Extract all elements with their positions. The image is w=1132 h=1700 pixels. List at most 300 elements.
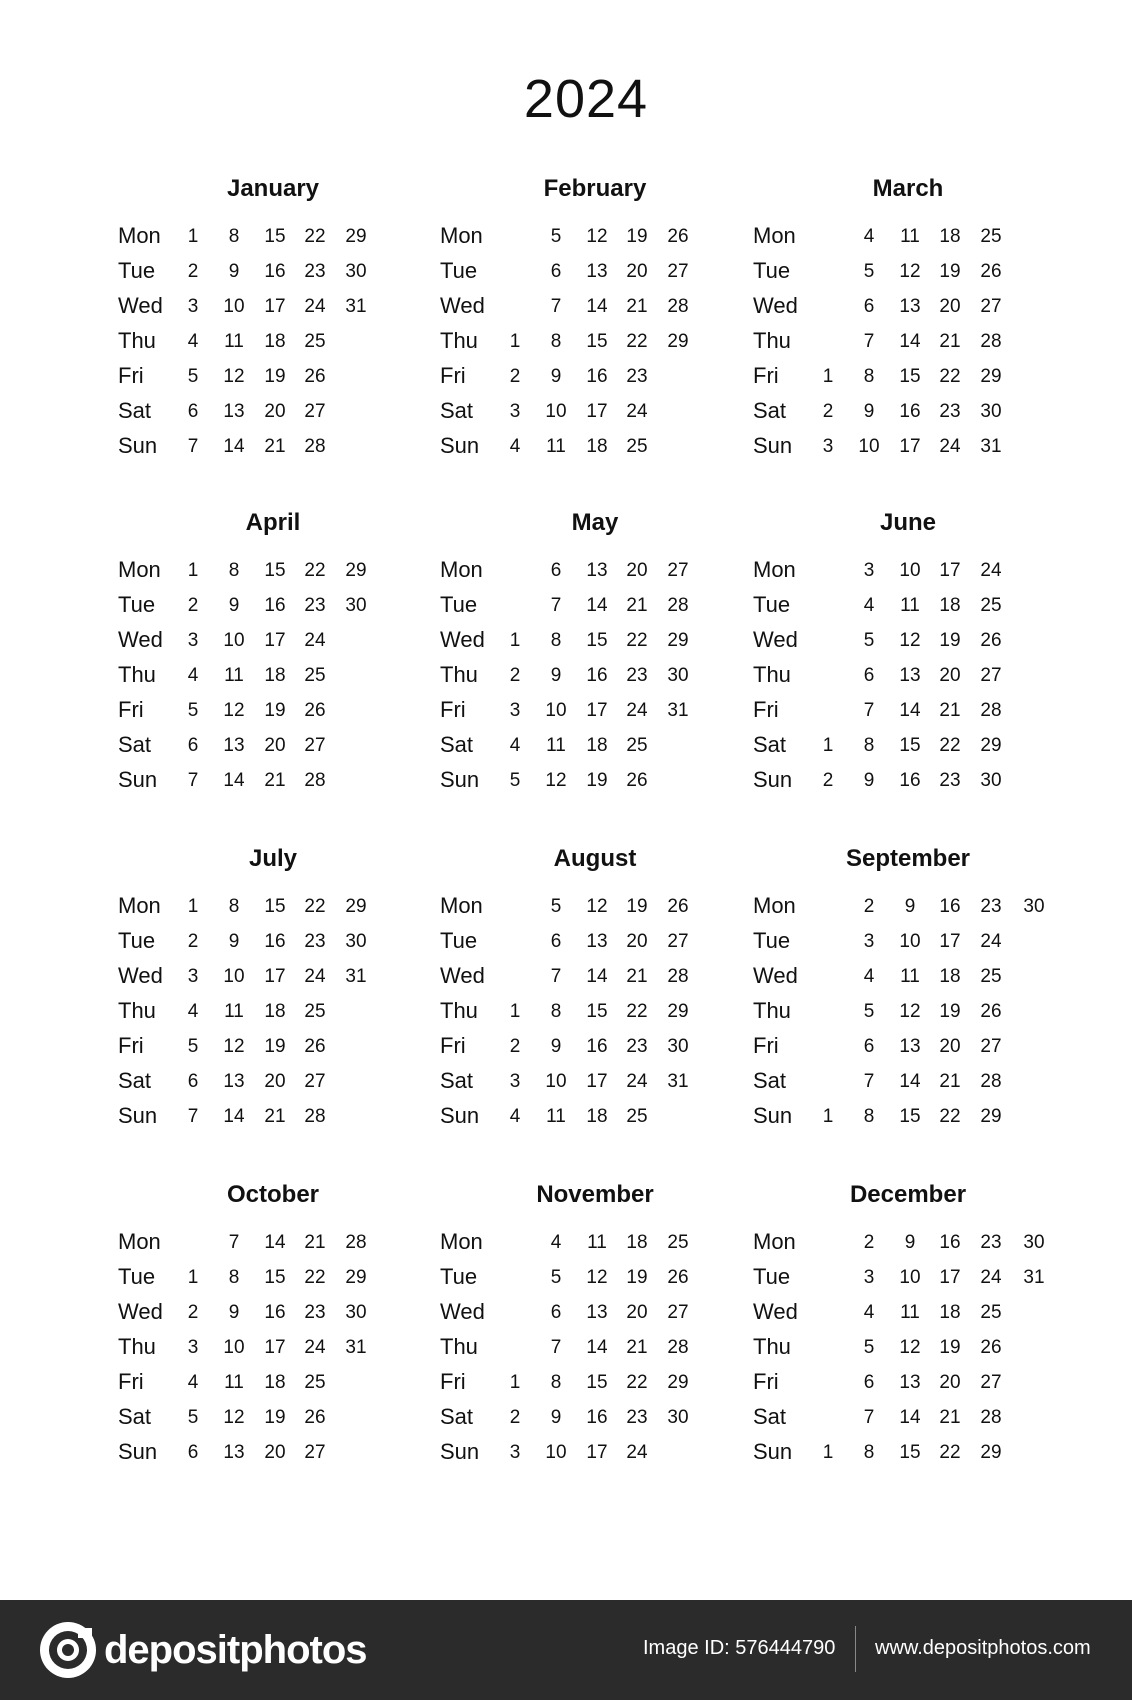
day-number: 8 xyxy=(550,630,562,651)
day-number: 17 xyxy=(264,1337,286,1358)
day-number: 11 xyxy=(587,1232,607,1253)
month-name: January xyxy=(226,175,320,202)
day-number: 30 xyxy=(345,595,367,616)
day-number: 31 xyxy=(345,966,367,987)
day-number: 5 xyxy=(863,630,875,651)
month-september xyxy=(753,845,1073,1145)
day-number: 3 xyxy=(187,296,199,317)
weekday-label: Sat xyxy=(118,1404,152,1429)
weekday-label: Sun xyxy=(440,1103,480,1128)
day-number: 21 xyxy=(264,770,286,791)
day-number: 13 xyxy=(223,1442,245,1463)
day-number: 12 xyxy=(899,630,921,651)
day-number: 14 xyxy=(223,1106,245,1127)
weekday-label: Thu xyxy=(753,998,791,1023)
day-number: 6 xyxy=(863,1036,875,1057)
day-number: 14 xyxy=(899,1071,921,1092)
day-number: 17 xyxy=(586,1071,608,1092)
weekday-label: Mon xyxy=(440,1229,483,1254)
weekday-label: Wed xyxy=(440,963,485,988)
weekday-label: Mon xyxy=(753,223,796,248)
month-name: December xyxy=(849,1181,967,1208)
weekday-label: Wed xyxy=(118,963,163,988)
day-number: 16 xyxy=(939,1232,961,1253)
day-number: 30 xyxy=(667,1407,689,1428)
day-number: 7 xyxy=(550,1337,562,1358)
weekday-label: Sun xyxy=(440,1439,480,1464)
day-number: 4 xyxy=(187,1372,199,1393)
day-number: 31 xyxy=(980,436,1002,457)
day-number: 16 xyxy=(939,896,961,917)
day-number: 13 xyxy=(223,735,245,756)
weekday-label: Sun xyxy=(753,1439,793,1464)
day-number: 18 xyxy=(939,595,961,616)
day-number: 20 xyxy=(626,560,648,581)
day-number: 9 xyxy=(904,1232,916,1253)
day-number: 14 xyxy=(223,436,245,457)
weekday-label: Tue xyxy=(118,258,156,283)
day-number: 24 xyxy=(980,931,1002,952)
day-number: 27 xyxy=(667,1302,689,1323)
day-number: 18 xyxy=(586,735,608,756)
day-number: 2 xyxy=(863,1232,875,1253)
day-number: 19 xyxy=(626,226,648,247)
day-number: 1 xyxy=(187,896,199,917)
day-number: 23 xyxy=(939,770,961,791)
day-number: 23 xyxy=(626,1036,648,1057)
day-number: 19 xyxy=(264,1036,286,1057)
day-number: 15 xyxy=(899,1106,921,1127)
day-number: 18 xyxy=(586,436,608,457)
weekday-label: Fri xyxy=(440,1369,466,1394)
day-number: 22 xyxy=(626,331,648,352)
weekday-label: Sun xyxy=(118,767,158,792)
month-name: May xyxy=(571,509,619,536)
day-number: 12 xyxy=(899,1001,921,1022)
month-april xyxy=(118,509,438,809)
day-number: 6 xyxy=(187,1442,199,1463)
day-number: 22 xyxy=(939,1442,961,1463)
day-number: 11 xyxy=(900,226,920,247)
weekday-label: Sat xyxy=(753,1068,787,1093)
day-number: 2 xyxy=(822,770,834,791)
day-number: 27 xyxy=(980,1036,1002,1057)
day-number: 16 xyxy=(586,665,608,686)
day-number: 7 xyxy=(863,1071,875,1092)
day-number: 20 xyxy=(939,1372,961,1393)
day-number: 4 xyxy=(863,595,875,616)
day-number: 13 xyxy=(223,1071,245,1092)
day-number: 1 xyxy=(509,630,521,651)
day-number: 21 xyxy=(939,1071,961,1092)
day-number: 15 xyxy=(899,735,921,756)
weekday-label: Tue xyxy=(440,1264,478,1289)
weekday-label: Wed xyxy=(118,1299,163,1324)
day-number: 13 xyxy=(586,560,608,581)
day-number: 15 xyxy=(586,331,608,352)
day-number: 17 xyxy=(939,931,961,952)
brand-logo[interactable] xyxy=(40,1622,367,1678)
day-number: 15 xyxy=(586,630,608,651)
day-number: 4 xyxy=(509,1106,521,1127)
day-number: 18 xyxy=(939,966,961,987)
day-number: 31 xyxy=(1023,1267,1045,1288)
day-number: 26 xyxy=(304,1407,326,1428)
day-number: 7 xyxy=(863,700,875,721)
day-number: 9 xyxy=(904,896,916,917)
day-number: 17 xyxy=(939,560,961,581)
day-number: 28 xyxy=(667,1337,689,1358)
day-number: 1 xyxy=(822,1442,834,1463)
day-number: 8 xyxy=(228,226,240,247)
day-number: 5 xyxy=(550,226,562,247)
day-number: 29 xyxy=(667,1372,689,1393)
weekday-label: Mon xyxy=(753,1229,796,1254)
day-number: 25 xyxy=(626,436,648,457)
day-number: 22 xyxy=(939,1106,961,1127)
day-number: 21 xyxy=(264,1106,286,1127)
day-number: 9 xyxy=(550,665,562,686)
weekday-label: Mon xyxy=(440,223,483,248)
day-number: 27 xyxy=(667,931,689,952)
day-number: 29 xyxy=(667,331,689,352)
day-number: 7 xyxy=(550,966,562,987)
weekday-label: Wed xyxy=(440,627,485,652)
day-number: 16 xyxy=(586,1407,608,1428)
day-number: 24 xyxy=(939,436,961,457)
day-number: 2 xyxy=(509,1407,521,1428)
day-number: 2 xyxy=(509,1036,521,1057)
weekday-label: Thu xyxy=(753,328,791,353)
day-number: 11 xyxy=(900,595,920,616)
day-number: 11 xyxy=(546,436,566,457)
day-number: 26 xyxy=(304,700,326,721)
weekday-label: Mon xyxy=(118,557,161,582)
day-number: 29 xyxy=(345,560,367,581)
day-number: 17 xyxy=(264,966,286,987)
day-number: 28 xyxy=(304,436,326,457)
day-number: 2 xyxy=(509,366,521,387)
day-number: 19 xyxy=(939,630,961,651)
day-number: 14 xyxy=(264,1232,286,1253)
camera-lens-icon xyxy=(40,1622,96,1678)
day-number: 10 xyxy=(899,1267,921,1288)
day-number: 18 xyxy=(264,1372,286,1393)
day-number: 19 xyxy=(264,366,286,387)
year-title: 2024 xyxy=(523,69,649,129)
day-number: 19 xyxy=(939,261,961,282)
day-number: 30 xyxy=(980,770,1002,791)
weekday-label: Sun xyxy=(118,433,158,458)
day-number: 20 xyxy=(264,401,286,422)
month-name: October xyxy=(226,1181,319,1208)
day-number: 22 xyxy=(304,226,326,247)
month-february xyxy=(440,175,760,475)
day-number: 3 xyxy=(509,1442,521,1463)
day-number: 16 xyxy=(264,595,286,616)
day-number: 3 xyxy=(509,700,521,721)
month-november xyxy=(440,1181,760,1481)
day-number: 23 xyxy=(304,1302,326,1323)
weekday-label: Sun xyxy=(753,1103,793,1128)
day-number: 24 xyxy=(980,1267,1002,1288)
day-number: 5 xyxy=(550,896,562,917)
day-number: 29 xyxy=(345,226,367,247)
day-number: 18 xyxy=(939,1302,961,1323)
day-number: 7 xyxy=(863,1407,875,1428)
weekday-label: Thu xyxy=(753,1334,791,1359)
day-number: 27 xyxy=(304,735,326,756)
day-number: 15 xyxy=(586,1001,608,1022)
day-number: 14 xyxy=(899,700,921,721)
day-number: 5 xyxy=(863,1337,875,1358)
day-number: 6 xyxy=(187,401,199,422)
day-number: 2 xyxy=(509,665,521,686)
day-number: 12 xyxy=(223,700,245,721)
day-number: 29 xyxy=(667,1001,689,1022)
month-december xyxy=(753,1181,1073,1481)
day-number: 30 xyxy=(667,665,689,686)
day-number: 17 xyxy=(264,630,286,651)
day-number: 30 xyxy=(345,261,367,282)
day-number: 16 xyxy=(899,770,921,791)
day-number: 23 xyxy=(626,665,648,686)
day-number: 20 xyxy=(626,1302,648,1323)
day-number: 20 xyxy=(264,1442,286,1463)
day-number: 13 xyxy=(586,1302,608,1323)
day-number: 28 xyxy=(304,770,326,791)
weekday-label: Thu xyxy=(118,998,156,1023)
day-number: 20 xyxy=(264,1071,286,1092)
day-number: 17 xyxy=(586,401,608,422)
day-number: 27 xyxy=(980,296,1002,317)
day-number: 8 xyxy=(863,735,875,756)
month-july xyxy=(118,845,438,1145)
weekday-label: Tue xyxy=(753,592,791,617)
weekday-label: Mon xyxy=(440,893,483,918)
day-number: 1 xyxy=(822,366,834,387)
day-number: 11 xyxy=(224,331,244,352)
day-number: 31 xyxy=(667,700,689,721)
month-name: July xyxy=(248,845,298,872)
day-number: 3 xyxy=(863,931,875,952)
day-number: 14 xyxy=(223,770,245,791)
day-number: 30 xyxy=(1023,1232,1045,1253)
weekday-label: Fri xyxy=(118,1369,144,1394)
day-number: 30 xyxy=(667,1036,689,1057)
day-number: 10 xyxy=(545,1071,567,1092)
day-number: 9 xyxy=(228,595,240,616)
day-number: 17 xyxy=(586,1442,608,1463)
day-number: 17 xyxy=(264,296,286,317)
weekday-label: Fri xyxy=(753,1369,779,1394)
day-number: 24 xyxy=(304,630,326,651)
day-number: 9 xyxy=(228,261,240,282)
month-name: November xyxy=(536,1181,654,1208)
day-number: 26 xyxy=(667,226,689,247)
day-number: 7 xyxy=(550,595,562,616)
day-number: 9 xyxy=(550,1407,562,1428)
day-number: 4 xyxy=(187,665,199,686)
month-march xyxy=(753,175,1073,475)
day-number: 28 xyxy=(980,1071,1002,1092)
weekday-label: Sat xyxy=(118,398,152,423)
day-number: 11 xyxy=(224,1001,244,1022)
day-number: 11 xyxy=(546,735,566,756)
day-number: 3 xyxy=(187,966,199,987)
day-number: 22 xyxy=(304,560,326,581)
day-number: 16 xyxy=(899,401,921,422)
day-number: 12 xyxy=(223,1036,245,1057)
day-number: 12 xyxy=(586,1267,608,1288)
month-name: June xyxy=(879,509,936,536)
day-number: 22 xyxy=(939,366,961,387)
day-number: 9 xyxy=(863,770,875,791)
day-number: 10 xyxy=(545,401,567,422)
day-number: 4 xyxy=(187,331,199,352)
day-number: 22 xyxy=(939,735,961,756)
weekday-label: Thu xyxy=(440,998,478,1023)
weekday-label: Thu xyxy=(118,662,156,687)
weekday-label: Sun xyxy=(440,767,480,792)
weekday-label: Fri xyxy=(753,363,779,388)
day-number: 12 xyxy=(899,1337,921,1358)
day-number: 22 xyxy=(304,896,326,917)
weekday-label: Tue xyxy=(118,928,156,953)
day-number: 15 xyxy=(264,896,286,917)
day-number: 26 xyxy=(980,261,1002,282)
day-number: 27 xyxy=(667,261,689,282)
day-number: 14 xyxy=(586,1337,608,1358)
weekday-label: Wed xyxy=(753,1299,798,1324)
day-number: 16 xyxy=(586,1036,608,1057)
day-number: 19 xyxy=(939,1337,961,1358)
day-number: 10 xyxy=(858,436,880,457)
day-number: 21 xyxy=(264,436,286,457)
day-number: 24 xyxy=(626,700,648,721)
day-number: 12 xyxy=(899,261,921,282)
day-number: 19 xyxy=(264,700,286,721)
day-number: 25 xyxy=(626,735,648,756)
weekday-label: Fri xyxy=(440,1033,466,1058)
day-number: 11 xyxy=(900,1302,920,1323)
month-june xyxy=(753,509,1073,809)
weekday-label: Thu xyxy=(440,328,478,353)
day-number: 10 xyxy=(899,560,921,581)
weekday-label: Mon xyxy=(440,557,483,582)
weekday-label: Sun xyxy=(753,767,793,792)
day-number: 13 xyxy=(899,296,921,317)
day-number: 3 xyxy=(863,1267,875,1288)
day-number: 28 xyxy=(667,296,689,317)
day-number: 22 xyxy=(626,630,648,651)
weekday-label: Mon xyxy=(118,1229,161,1254)
site-url-link[interactable]: www.depositphotos.com xyxy=(875,1637,1091,1659)
day-number: 5 xyxy=(863,261,875,282)
day-number: 28 xyxy=(667,966,689,987)
day-number: 5 xyxy=(187,700,199,721)
day-number: 18 xyxy=(264,331,286,352)
day-number: 7 xyxy=(863,331,875,352)
day-number: 17 xyxy=(899,436,921,457)
day-number: 26 xyxy=(980,630,1002,651)
day-number: 27 xyxy=(304,1071,326,1092)
weekday-label: Sat xyxy=(440,732,474,757)
day-number: 12 xyxy=(545,770,567,791)
day-number: 23 xyxy=(980,1232,1002,1253)
day-number: 29 xyxy=(980,1106,1002,1127)
day-number: 30 xyxy=(980,401,1002,422)
day-number: 18 xyxy=(264,665,286,686)
weekday-label: Sat xyxy=(753,1404,787,1429)
day-number: 18 xyxy=(626,1232,648,1253)
weekday-label: Thu xyxy=(118,1334,156,1359)
day-number: 1 xyxy=(187,226,199,247)
day-number: 28 xyxy=(980,700,1002,721)
day-number: 24 xyxy=(626,1071,648,1092)
day-number: 13 xyxy=(899,1036,921,1057)
day-number: 25 xyxy=(667,1232,689,1253)
day-number: 19 xyxy=(264,1407,286,1428)
day-number: 8 xyxy=(863,1106,875,1127)
day-number: 22 xyxy=(304,1267,326,1288)
day-number: 9 xyxy=(863,401,875,422)
day-number: 5 xyxy=(187,1036,199,1057)
day-number: 29 xyxy=(345,896,367,917)
day-number: 1 xyxy=(187,1267,199,1288)
day-number: 16 xyxy=(264,931,286,952)
day-number: 14 xyxy=(899,331,921,352)
day-number: 26 xyxy=(626,770,648,791)
day-number: 29 xyxy=(980,366,1002,387)
weekday-label: Mon xyxy=(118,893,161,918)
weekday-label: Tue xyxy=(118,1264,156,1289)
day-number: 14 xyxy=(586,595,608,616)
day-number: 26 xyxy=(667,1267,689,1288)
footer-divider xyxy=(855,1626,856,1672)
weekday-label: Wed xyxy=(440,293,485,318)
day-number: 24 xyxy=(304,296,326,317)
day-number: 25 xyxy=(980,966,1002,987)
day-number: 27 xyxy=(304,401,326,422)
day-number: 25 xyxy=(980,595,1002,616)
day-number: 6 xyxy=(863,296,875,317)
day-number: 2 xyxy=(187,931,199,952)
day-number: 27 xyxy=(980,1372,1002,1393)
image-id-label: Image ID: 576444790 xyxy=(643,1637,836,1659)
day-number: 15 xyxy=(264,1267,286,1288)
day-number: 20 xyxy=(264,735,286,756)
day-number: 9 xyxy=(550,1036,562,1057)
day-number: 9 xyxy=(228,931,240,952)
day-number: 10 xyxy=(899,931,921,952)
day-number: 26 xyxy=(667,896,689,917)
weekday-label: Wed xyxy=(118,293,163,318)
day-number: 9 xyxy=(228,1302,240,1323)
day-number: 6 xyxy=(550,560,562,581)
day-number: 8 xyxy=(228,1267,240,1288)
weekday-label: Wed xyxy=(440,1299,485,1324)
day-number: 11 xyxy=(546,1106,566,1127)
day-number: 4 xyxy=(863,1302,875,1323)
day-number: 11 xyxy=(224,665,244,686)
day-number: 22 xyxy=(626,1372,648,1393)
day-number: 22 xyxy=(626,1001,648,1022)
weekday-label: Fri xyxy=(118,1033,144,1058)
day-number: 24 xyxy=(304,966,326,987)
day-number: 17 xyxy=(586,700,608,721)
weekday-label: Sat xyxy=(753,732,787,757)
